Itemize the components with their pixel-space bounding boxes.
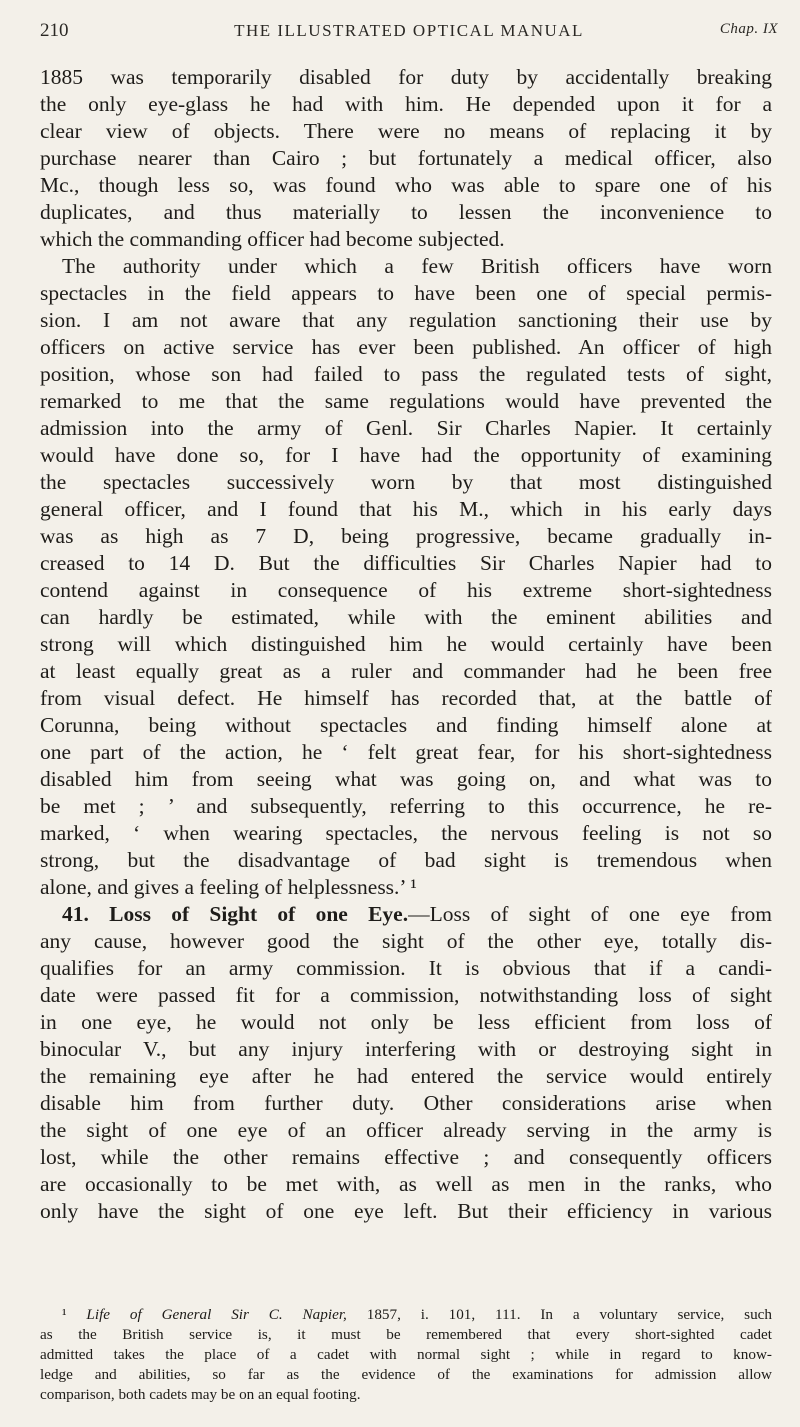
- text-line: in one eye, he would not only be less efficient from loss of: [40, 1010, 772, 1034]
- text-line: disable him from further duty. Other considerations arise when: [40, 1091, 772, 1115]
- footnote-line: [40, 1305, 772, 1325]
- text-line: contend against in consequence of his extreme short-sightedness: [40, 578, 772, 602]
- footnote-line: admitted takes the place of a cadet with normal sight ; while in regard to know-: [40, 1346, 772, 1363]
- text-line: binocular V., but any injury interfering with or destroying sight in: [40, 1037, 772, 1061]
- text-line: sion. I am not aware that any regulation sanctioning their use by: [40, 308, 772, 332]
- footnote-line: comparison, both cadets may be on an equal footing.: [40, 1386, 361, 1403]
- text-line: was as high as 7 D, being progressive, became gradually in-: [40, 524, 772, 548]
- text-line: the spectacles successively worn by that most distinguished: [40, 470, 772, 494]
- chapter-label: Chap. IX: [719, 21, 778, 37]
- text-line: position, whose son had failed to pass the regulated tests of sight,: [40, 362, 772, 386]
- text-line: admission into the army of Genl. Sir Charles Napier. It certainly: [40, 416, 772, 440]
- body-text: [40, 64, 772, 1225]
- text-line: would have done so, for I have had the opportunity of examining: [40, 443, 772, 467]
- running-head: [40, 20, 778, 48]
- text-line: qualifies for an army commission. It is obvious that if a candi-: [40, 956, 772, 980]
- footnote-text: 1857, i. 101, 111. In a voluntary service, such: [366, 1306, 772, 1323]
- text-line: lost, while the other remains effective ; and consequently officers: [40, 1145, 772, 1169]
- text-line: which the commanding officer had become subjected.: [40, 227, 505, 251]
- text-line: purchase nearer than Cairo ; but fortunately a medical officer, also: [40, 146, 772, 170]
- text-line: Corunna, being without spectacles and finding himself alone at: [40, 713, 772, 737]
- text-line: The authority under which a few British officers have worn: [62, 254, 772, 278]
- text-line: one part of the action, he ‘ felt great fear, for his short-sightedness: [40, 740, 772, 764]
- text-line: the only eye-glass he had with him. He depended upon it for a: [40, 92, 772, 116]
- footnote: [40, 1305, 772, 1405]
- text-line: are occasionally to be met with, as well as men in the ranks, who: [40, 1172, 772, 1196]
- text-line: strong will which distinguished him he would certainly have been: [40, 632, 772, 656]
- text-line: disabled him from seeing what was going on, and what was to: [40, 767, 772, 791]
- text-line: clear view of objects. There were no means of replacing it by: [40, 119, 772, 143]
- text-line: date were passed fit for a commission, notwithstanding loss of sight: [40, 983, 772, 1007]
- section-lead-text: —Loss of sight of one eye from: [408, 902, 772, 926]
- section-heading: Loss of Sight of one Eye.: [109, 902, 409, 926]
- footnote-line: ledge and abilities, so far as the evidence of the examinations for admission allow: [40, 1366, 772, 1383]
- footnote-line: as the British service is, it must be remembered that every short-sighted cadet: [40, 1326, 772, 1343]
- text-line: marked, ‘ when wearing spectacles, the nervous feeling is not so: [40, 821, 772, 845]
- section-heading-line: [40, 901, 772, 928]
- text-line: any cause, however good the sight of the other eye, totally dis-: [40, 929, 772, 953]
- text-line: from visual defect. He himself has recorded that, at the battle of: [40, 686, 772, 710]
- text-line: spectacles in the field appears to have been one of special permis-: [40, 281, 772, 305]
- text-line: officers on active service has ever been published. An officer of high: [40, 335, 772, 359]
- text-line: the sight of one eye of an officer already serving in the army is: [40, 1118, 772, 1142]
- text-line: be met ; ’ and subsequently, referring to this occurrence, he re-: [40, 794, 772, 818]
- text-line: 1885 was temporarily disabled for duty by accidentally breaking: [40, 65, 772, 89]
- text-line: strong, but the disadvantage of bad sight is tremendous when: [40, 848, 772, 872]
- text-line: duplicates, and thus materially to lessen the inconvenience to: [40, 200, 772, 224]
- text-line: Mc., though less so, was found who was able to spare one of his: [40, 173, 772, 197]
- footnote-citation: Life of General Sir C. Napier,: [86, 1306, 347, 1323]
- text-line: the remaining eye after he had entered the service would entirely: [40, 1064, 772, 1088]
- running-title: THE ILLUSTRATED OPTICAL MANUAL: [234, 21, 584, 40]
- footnote-marker: ¹: [62, 1306, 67, 1323]
- text-line: only have the sight of one eye left. But their efficiency in various: [40, 1199, 772, 1223]
- text-line: alone, and gives a feeling of helplessness.’ ¹: [40, 875, 417, 899]
- text-line: can hardly be estimated, while with the eminent abilities and: [40, 605, 772, 629]
- text-line: general officer, and I found that his M., which in his early days: [40, 497, 772, 521]
- text-line: at least equally great as a ruler and commander had he been free: [40, 659, 772, 683]
- text-line: creased to 14 D. But the difficulties Sir Charles Napier had to: [40, 551, 772, 575]
- page-number: 210: [40, 20, 69, 41]
- text-line: remarked to me that the same regulations would have prevented the: [40, 389, 772, 413]
- section-number: 41.: [62, 902, 89, 926]
